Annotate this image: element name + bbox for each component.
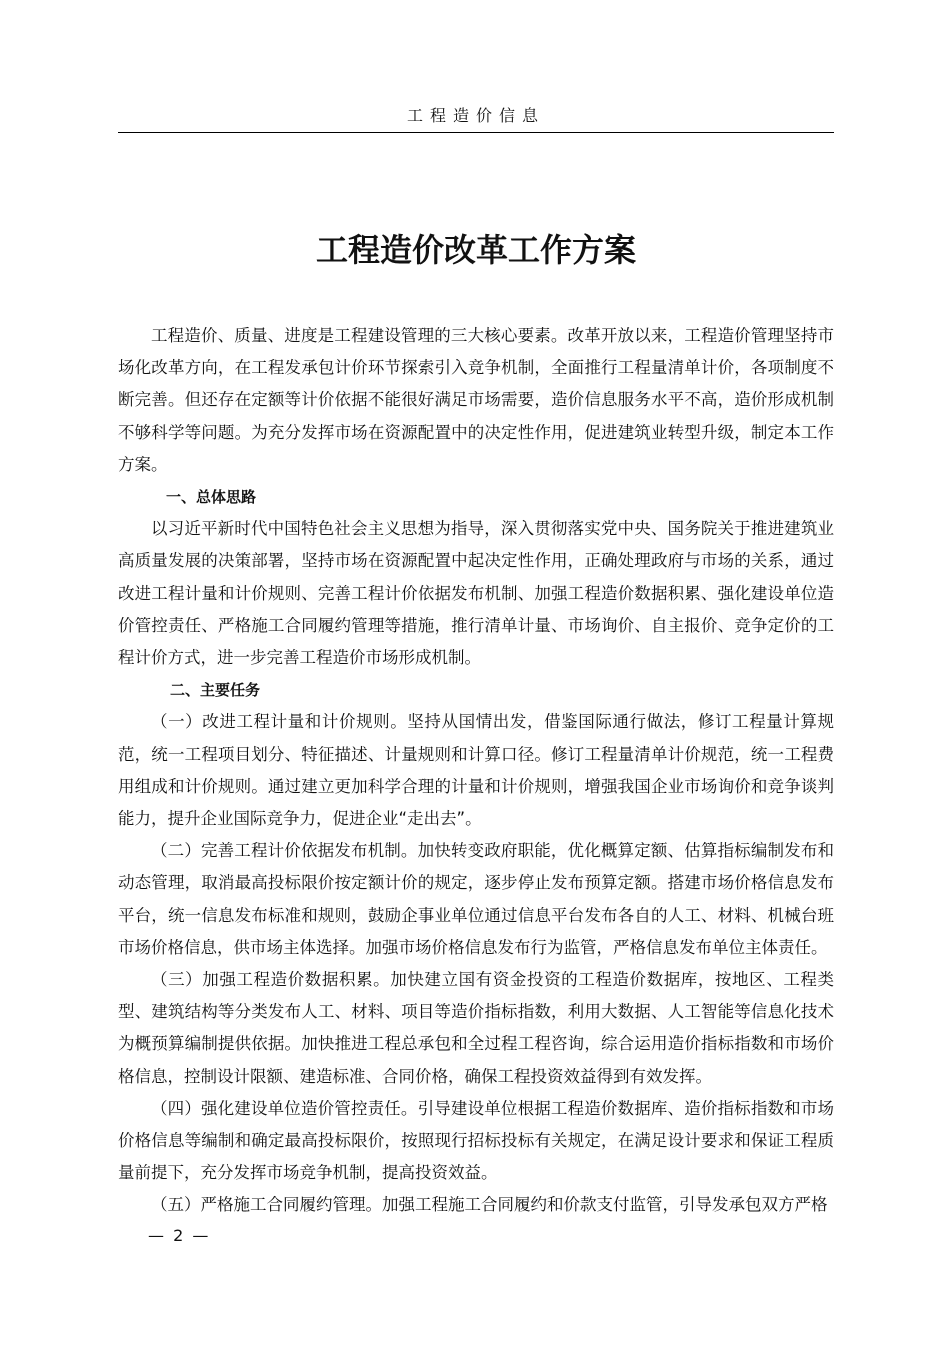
overall-approach-paragraph: 以习近平新时代中国特色社会主义思想为指导，深入贯彻落实党中央、国务院关于推进建筑业高质量发展的决策部署，坚持市场在资源配置中起决定性作用，正确处理政府与市场的关系，通过改进工程计量和计价规则、完善工程计价依据发布机制、加强工程造价数据积累、强化建设单位造价管控责任、严格施工合同履约管理等措施，推行清单计量、市场询价、自主报价、竞争定价的工程计价方式，进一步完善工程造价市场形成机制。	[118, 519, 834, 668]
task-paragraph-5: （五）严格施工合同履约管理。加强工程施工合同履约和价款支付监管，引导发承包双方严格	[151, 1195, 828, 1215]
task-paragraph-3: （三）加强工程造价数据积累。加快建立国有资金投资的工程造价数据库，按地区、工程类型、建筑结构等分类发布人工、材料、项目等造价指标指数，利用大数据、人工智能等信息化技术为概预算编制提供依据。加快推进工程总承包和全过程工程咨询，综合运用造价指标指数和市场价格信息，控制设计限额、建造标准、合同价格，确保工程投资效益得到有效发挥。	[118, 970, 834, 1086]
running-header: 工程造价信息	[406, 106, 545, 125]
page-number: — 2 —	[148, 1226, 211, 1245]
document-title: 工程造价改革工作方案	[315, 231, 636, 269]
section-heading-overall-approach: 一、总体思路	[166, 488, 257, 507]
task-paragraph-2: （二）完善工程计价依据发布机制。加快转变政府职能，优化概算定额、估算指标编制发布和动态管理，取消最高投标限价按定额计价的规定，逐步停止发布预算定额。搭建市场价格信息发布平台，统一信息发布标准和规则，鼓励企事业单位通过信息平台发布各自的人工、材料、机械台班市场价格信息，供市场主体选择。加强市场价格信息发布行为监管，严格信息发布单位主体责任。	[118, 841, 834, 957]
section-heading-main-tasks: 二、主要任务	[170, 681, 261, 700]
document-body	[118, 320, 834, 1222]
task-paragraph-1: （一）改进工程计量和计价规则。坚持从国情出发，借鉴国际通行做法，修订工程量计算规范，统一工程项目划分、特征描述、计量规则和计算口径。修订工程量清单计价规范，统一工程费用组成和计价规则。通过建立更加科学合理的计量和计价规则，增强我国企业市场询价和竞争谈判能力，提升企业国际竞争力，促进企业“走出去”。	[118, 712, 834, 829]
task-paragraph-4: （四）强化建设单位造价管控责任。引导建设单位根据工程造价数据库、造价指标指数和市场价格信息等编制和确定最高投标限价，按照现行招标投标有关规定，在满足设计要求和保证工程质量前提下，充分发挥市场竞争机制，提高投资效益。	[118, 1098, 834, 1183]
intro-paragraph: 工程造价、质量、进度是工程建设管理的三大核心要素。改革开放以来，工程造价管理坚持市场化改革方向，在工程发承包计价环节探索引入竞争机制，全面推行工程量清单计价，各项制度不断完善。但还存在定额等计价依据不能很好满足市场需要，造价信息服务水平不高，造价形成机制不够科学等问题。为充分发挥市场在资源配置中的决定性作用，促进建筑业转型升级，制定本工作方案。	[118, 326, 834, 474]
header-rule	[118, 132, 834, 133]
